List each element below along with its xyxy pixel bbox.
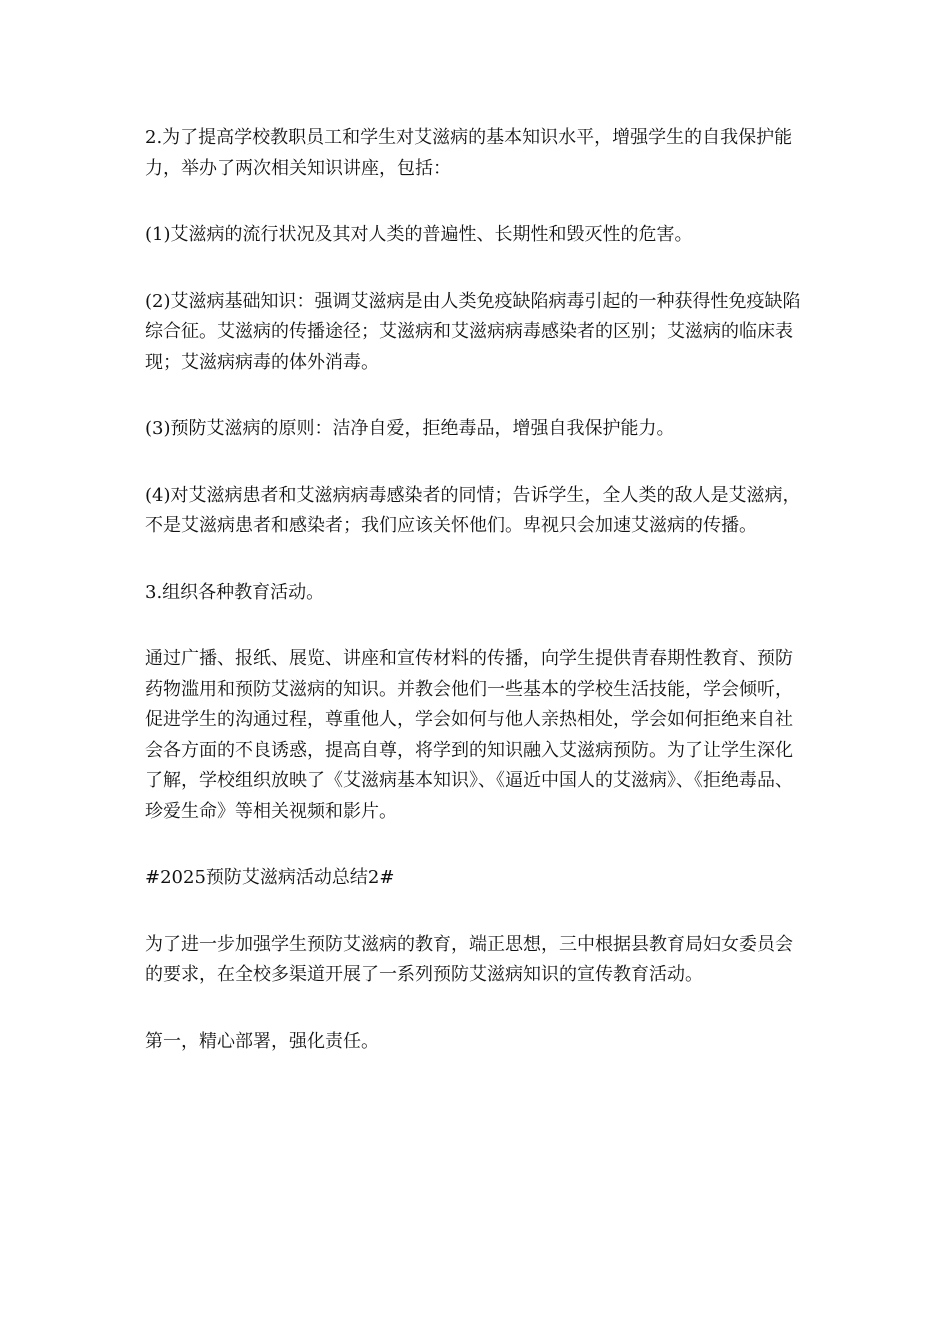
section-heading-summary-2: #2025预防艾滋病活动总结2#: [145, 867, 395, 888]
paragraph-item-1: (1)艾滋病的流行状况及其对人类的普遍性、长期性和毁灭性的危害。: [145, 224, 693, 245]
paragraph-lecture-intro: 2.为了提高学校教职员工和学生对艾滋病的基本知识水平，增强学生的自我保护能力，举办了两次相关知识讲座，包括：: [145, 127, 793, 179]
paragraph-item-2: (2)艾滋病基础知识：强调艾滋病是由人类免疫缺陷病毒引起的一种获得性免疫缺陷综合征。艾滋病的传播途径；艾滋病和艾滋病病毒感染者的区别；艾滋病的临床表现；艾滋病病毒的体外消毒。: [145, 290, 801, 373]
paragraph-activities: 通过广播、报纸、展览、讲座和宣传材料的传播，向学生提供青春期性教育、预防药物滥用和预防艾滋病的知识。并教会他们一些基本的学校生活技能，学会倾听，促进学生的沟通过程，尊重他人，学会如何与他人亲热相处，学会如何拒绝来自社会各方面的不良诱惑，提高自尊，将学到的知识融入艾滋病预防。为了让学生深化了解，学校组织放映了《艾滋病基本知识》、《逼近中国人的艾滋病》、《拒绝毒品、珍爱生命》等相关视频和影片。: [145, 648, 793, 822]
paragraph-item-4: (4)对艾滋病患者和艾滋病病毒感染者的同情；告诉学生，全人类的敌人是艾滋病，不是艾滋病患者和感染者；我们应该关怀他们。卑视只会加速艾滋病的传播。: [145, 484, 801, 536]
document-body: [145, 123, 810, 1093]
paragraph-summary-2-intro: 为了进一步加强学生预防艾滋病的教育，端正思想，三中根据县教育局妇女委员会的要求，在全校多渠道开展了一系列预防艾滋病知识的宣传教育活动。: [145, 933, 793, 985]
paragraph-first-point: 第一，精心部署，强化责任。: [145, 1030, 379, 1052]
paragraph-item-3: (3)预防艾滋病的原则：洁净自爱，拒绝毒品，增强自我保护能力。: [145, 418, 675, 439]
paragraph-section-3: 3.组织各种教育活动。: [145, 581, 325, 603]
